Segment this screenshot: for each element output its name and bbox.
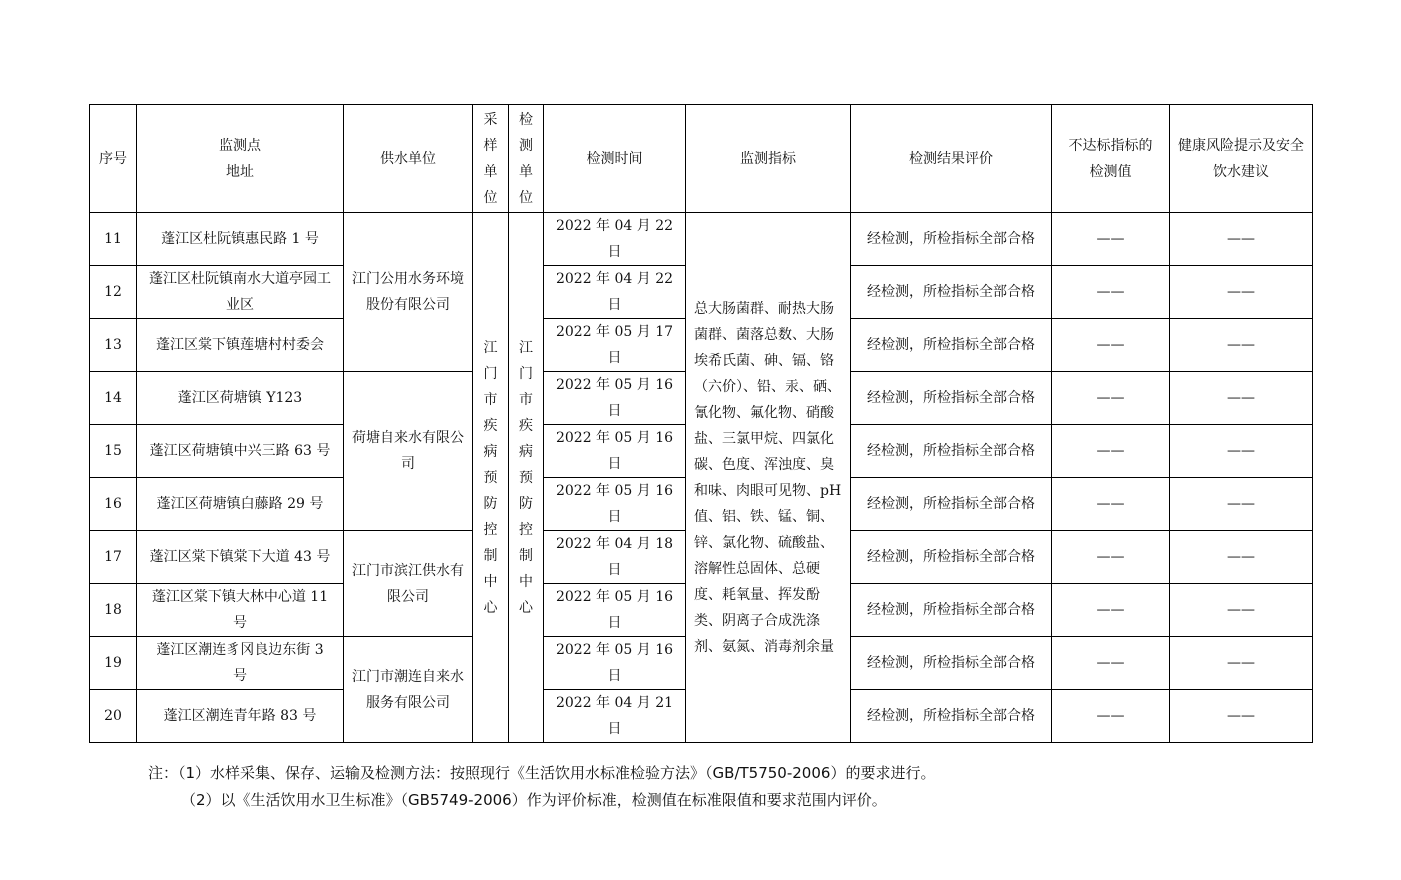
- row-advice: ——: [1170, 531, 1313, 584]
- row-date: 2022 年 05 月 16 日: [544, 637, 686, 690]
- row-site: 蓬江区棠下镇莲塘村村委会: [137, 319, 344, 372]
- header-health-advice: 健康风险提示及安全饮水建议: [1170, 105, 1313, 213]
- row-no: 11: [90, 213, 137, 266]
- header-site: [137, 105, 344, 213]
- water-quality-table: [89, 104, 1313, 743]
- row-date: 2022 年 05 月 16 日: [544, 584, 686, 637]
- row-site: 蓬江区潮连青年路 83 号: [137, 690, 344, 743]
- row-site: 蓬江区荷塘镇 Y123: [137, 372, 344, 425]
- row-evaluation: 经检测，所检指标全部合格: [851, 425, 1052, 478]
- header-testing-unit: 检测单位: [509, 105, 544, 213]
- row-evaluation: 经检测，所检指标全部合格: [851, 372, 1052, 425]
- row-site: 蓬江区潮连豸冈良边东街 3 号: [137, 637, 344, 690]
- row-evaluation: 经检测，所检指标全部合格: [851, 319, 1052, 372]
- row-date: 2022 年 05 月 17 日: [544, 319, 686, 372]
- row-evaluation: 经检测，所检指标全部合格: [851, 637, 1052, 690]
- row-date: 2022 年 05 月 16 日: [544, 425, 686, 478]
- row-advice: ——: [1170, 319, 1313, 372]
- row-nonconforming: ——: [1052, 213, 1170, 266]
- row-site: 蓬江区荷塘镇白藤路 29 号: [137, 478, 344, 531]
- row-site: 蓬江区棠下镇大林中心道 11 号: [137, 584, 344, 637]
- row-nonconforming: ——: [1052, 478, 1170, 531]
- row-evaluation: 经检测，所检指标全部合格: [851, 584, 1052, 637]
- row-date: 2022 年 04 月 21 日: [544, 690, 686, 743]
- note-line-1: 注：（1）水样采集、保存、运输及检测方法：按照现行《生活饮用水标准检验方法》（GB/T5750-2006）的要求进行。: [148, 764, 936, 782]
- row-date: 2022 年 04 月 22 日: [544, 266, 686, 319]
- row-indicators: 总大肠菌群、耐热大肠菌群、菌落总数、大肠埃希氏菌、砷、镉、铬（六价）、铅、汞、硒、氰化物、氟化物、硝酸盐、三氯甲烷、四氯化碳、色度、浑浊度、臭和味、肉眼可见物、pH值、铝、铁、锰、铜、锌、氯化物、硫酸盐、溶解性总固体、总硬度、耗氧量、挥发酚类、阴离子合成洗涤剂、氨氮、消毒剂余量: [686, 213, 851, 743]
- header-indicators: 监测指标: [686, 105, 851, 213]
- row-nonconforming: ——: [1052, 266, 1170, 319]
- row-no: 19: [90, 637, 137, 690]
- row-no: 16: [90, 478, 137, 531]
- note-line-2: （2）以《生活饮用水卫生标准》（GB5749-2006）作为评价标准，检测值在标准限值和要求范围内评价。: [181, 791, 887, 809]
- header-site-line1: 监测点: [219, 137, 261, 154]
- row-evaluation: 经检测，所检指标全部合格: [851, 213, 1052, 266]
- row-nonconforming: ——: [1052, 584, 1170, 637]
- row-evaluation: 经检测，所检指标全部合格: [851, 478, 1052, 531]
- row-advice: ——: [1170, 266, 1313, 319]
- row-evaluation: 经检测，所检指标全部合格: [851, 266, 1052, 319]
- row-date: 2022 年 05 月 16 日: [544, 372, 686, 425]
- row-supplier: 江门市潮连自来水服务有限公司: [344, 637, 473, 743]
- row-evaluation: 经检测，所检指标全部合格: [851, 531, 1052, 584]
- header-nonconforming: 不达标指标的检测值: [1052, 105, 1170, 213]
- row-site: 蓬江区杜阮镇惠民路 1 号: [137, 213, 344, 266]
- row-nonconforming: ——: [1052, 372, 1170, 425]
- row-no: 18: [90, 584, 137, 637]
- header-sampling-unit: 采样单位: [473, 105, 509, 213]
- row-nonconforming: ——: [1052, 690, 1170, 743]
- row-no: 14: [90, 372, 137, 425]
- header-seq: 序号: [90, 105, 137, 213]
- header-evaluation: 检测结果评价: [851, 105, 1052, 213]
- row-no: 17: [90, 531, 137, 584]
- row-supplier: 江门市滨江供水有限公司: [344, 531, 473, 637]
- row-evaluation: 经检测，所检指标全部合格: [851, 690, 1052, 743]
- row-nonconforming: ——: [1052, 531, 1170, 584]
- row-nonconforming: ——: [1052, 637, 1170, 690]
- row-nonconforming: ——: [1052, 425, 1170, 478]
- row-supplier: 江门公用水务环境股份有限公司: [344, 213, 473, 372]
- notes: [148, 760, 935, 814]
- row-advice: ——: [1170, 425, 1313, 478]
- row-no: 20: [90, 690, 137, 743]
- row-no: 12: [90, 266, 137, 319]
- row-nonconforming: ——: [1052, 319, 1170, 372]
- row-no: 13: [90, 319, 137, 372]
- row-supplier: 荷塘自来水有限公司: [344, 372, 473, 531]
- header-row: [90, 105, 1313, 213]
- row-site: 蓬江区荷塘镇中兴三路 63 号: [137, 425, 344, 478]
- row-advice: ——: [1170, 372, 1313, 425]
- row-advice: ——: [1170, 690, 1313, 743]
- row-date: 2022 年 05 月 16 日: [544, 478, 686, 531]
- row-advice: ——: [1170, 637, 1313, 690]
- header-site-line2: 地址: [226, 163, 254, 180]
- header-test-time: 检测时间: [544, 105, 686, 213]
- row-sampling-unit: 江门市疾病预防控制中心: [473, 213, 509, 743]
- row-no: 15: [90, 425, 137, 478]
- row-testing-unit: 江门市疾病预防控制中心: [509, 213, 544, 743]
- row-advice: ——: [1170, 213, 1313, 266]
- row-date: 2022 年 04 月 22 日: [544, 213, 686, 266]
- row-date: 2022 年 04 月 18 日: [544, 531, 686, 584]
- row-advice: ——: [1170, 478, 1313, 531]
- row-site: 蓬江区杜阮镇南水大道亭园工业区: [137, 266, 344, 319]
- header-supplier: 供水单位: [344, 105, 473, 213]
- row-site: 蓬江区棠下镇棠下大道 43 号: [137, 531, 344, 584]
- table-row: [90, 213, 1313, 266]
- row-advice: ——: [1170, 584, 1313, 637]
